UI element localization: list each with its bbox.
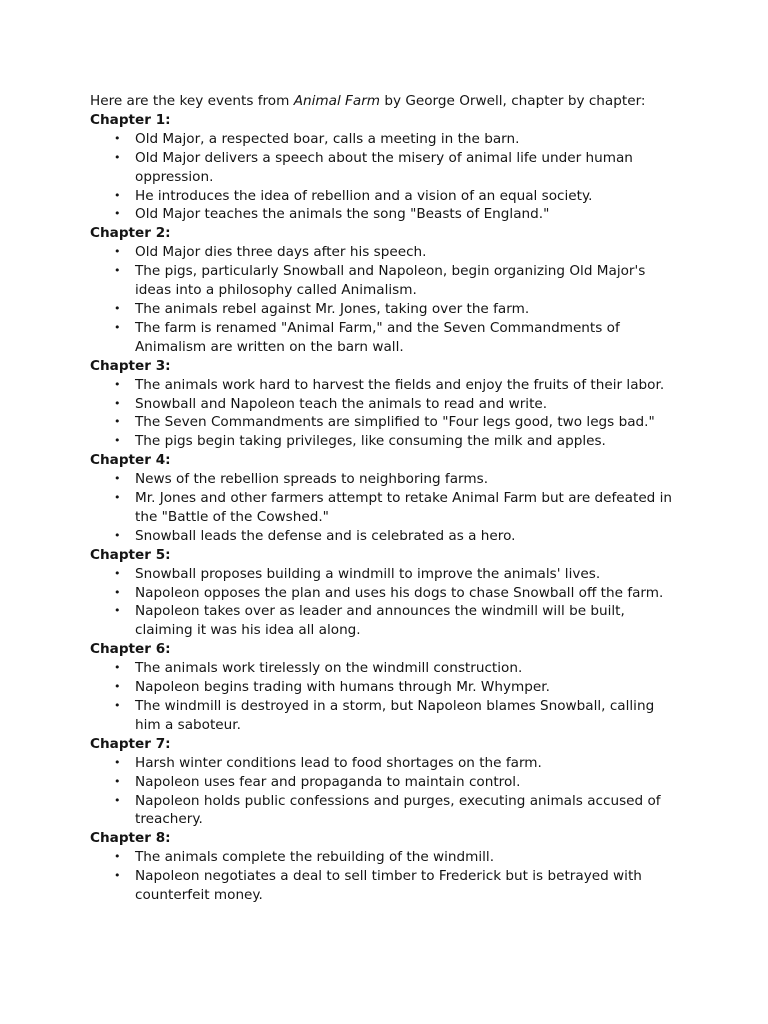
bullet-icon: • <box>114 680 121 694</box>
event-text: Old Major, a respected boar, calls a meeting in the barn. <box>135 130 520 147</box>
bullet-icon: • <box>114 774 121 788</box>
bullet-icon: • <box>114 472 121 486</box>
event-list <box>90 376 680 452</box>
bullet-icon: • <box>114 566 121 580</box>
intro-paragraph <box>90 92 680 111</box>
bullet-icon: • <box>114 869 121 883</box>
bullet-icon: • <box>114 320 121 334</box>
list-item <box>90 489 680 527</box>
event-text: The pigs begin taking privileges, like consuming the milk and apples. <box>135 433 606 450</box>
event-text: The animals complete the rebuilding of the windmill. <box>135 849 495 866</box>
chapter-section <box>90 546 680 641</box>
event-text: Snowball leads the defense and is celebrated as a hero. <box>135 527 516 544</box>
document-page <box>90 92 680 905</box>
event-list <box>90 130 680 225</box>
list-item <box>90 527 680 546</box>
list-item <box>90 659 680 678</box>
event-text: He introduces the idea of rebellion and a vision of an equal society. <box>135 187 593 204</box>
bullet-icon: • <box>114 699 121 712</box>
book-title: Animal Farm <box>293 93 381 109</box>
list-item <box>90 319 680 357</box>
list-item <box>90 470 680 489</box>
chapter-heading: Chapter 3: <box>90 357 171 374</box>
list-item <box>90 584 680 603</box>
list-item <box>90 300 680 319</box>
list-item <box>90 205 680 224</box>
list-item <box>90 149 680 187</box>
event-text: Old Major delivers a speech about the misery of animal life under human oppression. <box>135 149 633 185</box>
event-list <box>90 470 680 546</box>
bullet-icon: • <box>114 793 121 807</box>
event-text: Snowball and Napoleon teach the animals to read and write. <box>135 395 548 412</box>
list-item <box>90 243 680 262</box>
bullet-icon: • <box>114 188 121 202</box>
event-text: The animals work tirelessly on the windmill construction. <box>135 660 523 677</box>
event-text: Napoleon opposes the plan and uses his dogs to chase Snowball off the farm. <box>135 584 664 601</box>
bullet-icon: • <box>114 585 121 599</box>
bullet-icon: • <box>114 528 121 542</box>
list-item <box>90 602 680 640</box>
chapter-section <box>90 224 680 356</box>
bullet-icon: • <box>114 755 121 769</box>
event-text: The animals work hard to harvest the fields and enjoy the fruits of their labor. <box>135 376 665 393</box>
list-item <box>90 773 680 792</box>
list-item <box>90 432 680 451</box>
bullet-icon: • <box>114 491 121 505</box>
list-item <box>90 754 680 773</box>
event-text: The Seven Commandments are simplified to "Four legs good, two legs bad." <box>135 414 655 431</box>
event-text: The animals rebel against Mr. Jones, taking over the farm. <box>135 300 530 317</box>
event-text: Napoleon begins trading with humans through Mr. Whymper. <box>135 679 550 696</box>
bullet-icon: • <box>114 131 121 145</box>
bullet-icon: • <box>114 377 121 391</box>
bullet-icon: • <box>114 150 121 164</box>
chapter-heading: Chapter 6: <box>90 641 171 658</box>
bullet-icon: • <box>114 245 121 259</box>
chapter-heading: Chapter 5: <box>90 546 171 563</box>
list-item <box>90 867 680 905</box>
event-list <box>90 243 680 356</box>
bullet-icon: • <box>114 850 121 864</box>
event-text: The pigs, particularly Snowball and Napoleon, begin organizing Old Major's ideas into a philosophy called Animalism. <box>135 263 646 299</box>
event-text: Napoleon holds public confessions and purges, executing animals accused of treachery. <box>135 792 661 828</box>
event-list <box>90 848 680 905</box>
list-item <box>90 376 680 395</box>
bullet-icon: • <box>114 434 121 448</box>
list-item <box>90 395 680 414</box>
list-item <box>90 848 680 867</box>
event-text: Napoleon takes over as leader and announces the windmill will be built, claiming it was his idea all along. <box>135 603 625 639</box>
bullet-icon: • <box>114 415 121 429</box>
event-text: Old Major teaches the animals the song "Beasts of England." <box>135 206 550 223</box>
list-item <box>90 678 680 697</box>
chapter-section <box>90 111 680 224</box>
list-item <box>90 565 680 584</box>
chapter-heading: Chapter 4: <box>90 452 171 469</box>
event-text: Old Major dies three days after his speech. <box>135 244 427 261</box>
event-text: The windmill is destroyed in a storm, but Napoleon blames Snowball, calling him a saboteur. <box>135 698 655 733</box>
event-text: News of the rebellion spreads to neighboring farms. <box>135 471 489 488</box>
chapter-heading: Chapter 1: <box>90 111 171 128</box>
list-item <box>90 262 680 300</box>
list-item <box>90 130 680 149</box>
list-item <box>90 697 680 735</box>
chapter-section <box>90 640 680 735</box>
chapter-heading: Chapter 2: <box>90 225 171 242</box>
chapter-section <box>90 451 680 546</box>
chapter-list <box>90 111 680 905</box>
event-list <box>90 565 680 641</box>
bullet-icon: • <box>114 264 121 278</box>
intro-tail-text: by George Orwell, chapter by chapter: <box>380 93 646 109</box>
list-item <box>90 187 680 206</box>
bullet-icon: • <box>114 604 121 618</box>
event-text: Mr. Jones and other farmers attempt to retake Animal Farm but are defeated in the "Battle of the Cowshed." <box>135 490 673 525</box>
bullet-icon: • <box>114 301 121 315</box>
chapter-heading: Chapter 8: <box>90 830 171 847</box>
chapter-section <box>90 357 680 452</box>
event-text: The farm is renamed "Animal Farm," and the Seven Commandments of Animalism are written on the barn wall. <box>135 319 620 355</box>
event-text: Napoleon negotiates a deal to sell timber to Frederick but is betrayed with counterfeit money. <box>135 868 642 904</box>
bullet-icon: • <box>114 396 121 410</box>
chapter-section <box>90 735 680 830</box>
intro-lead-text: Here are the key events from <box>90 93 294 109</box>
event-text: Harsh winter conditions lead to food shortages on the farm. <box>135 754 542 771</box>
list-item <box>90 413 680 432</box>
event-text: Snowball proposes building a windmill to improve the animals' lives. <box>135 565 601 582</box>
bullet-icon: • <box>114 661 121 675</box>
chapter-heading: Chapter 7: <box>90 735 171 752</box>
chapter-section <box>90 829 680 905</box>
event-list <box>90 754 680 830</box>
event-text: Napoleon uses fear and propaganda to maintain control. <box>135 773 521 790</box>
event-list <box>90 659 680 735</box>
list-item <box>90 792 680 830</box>
bullet-icon: • <box>114 207 121 221</box>
